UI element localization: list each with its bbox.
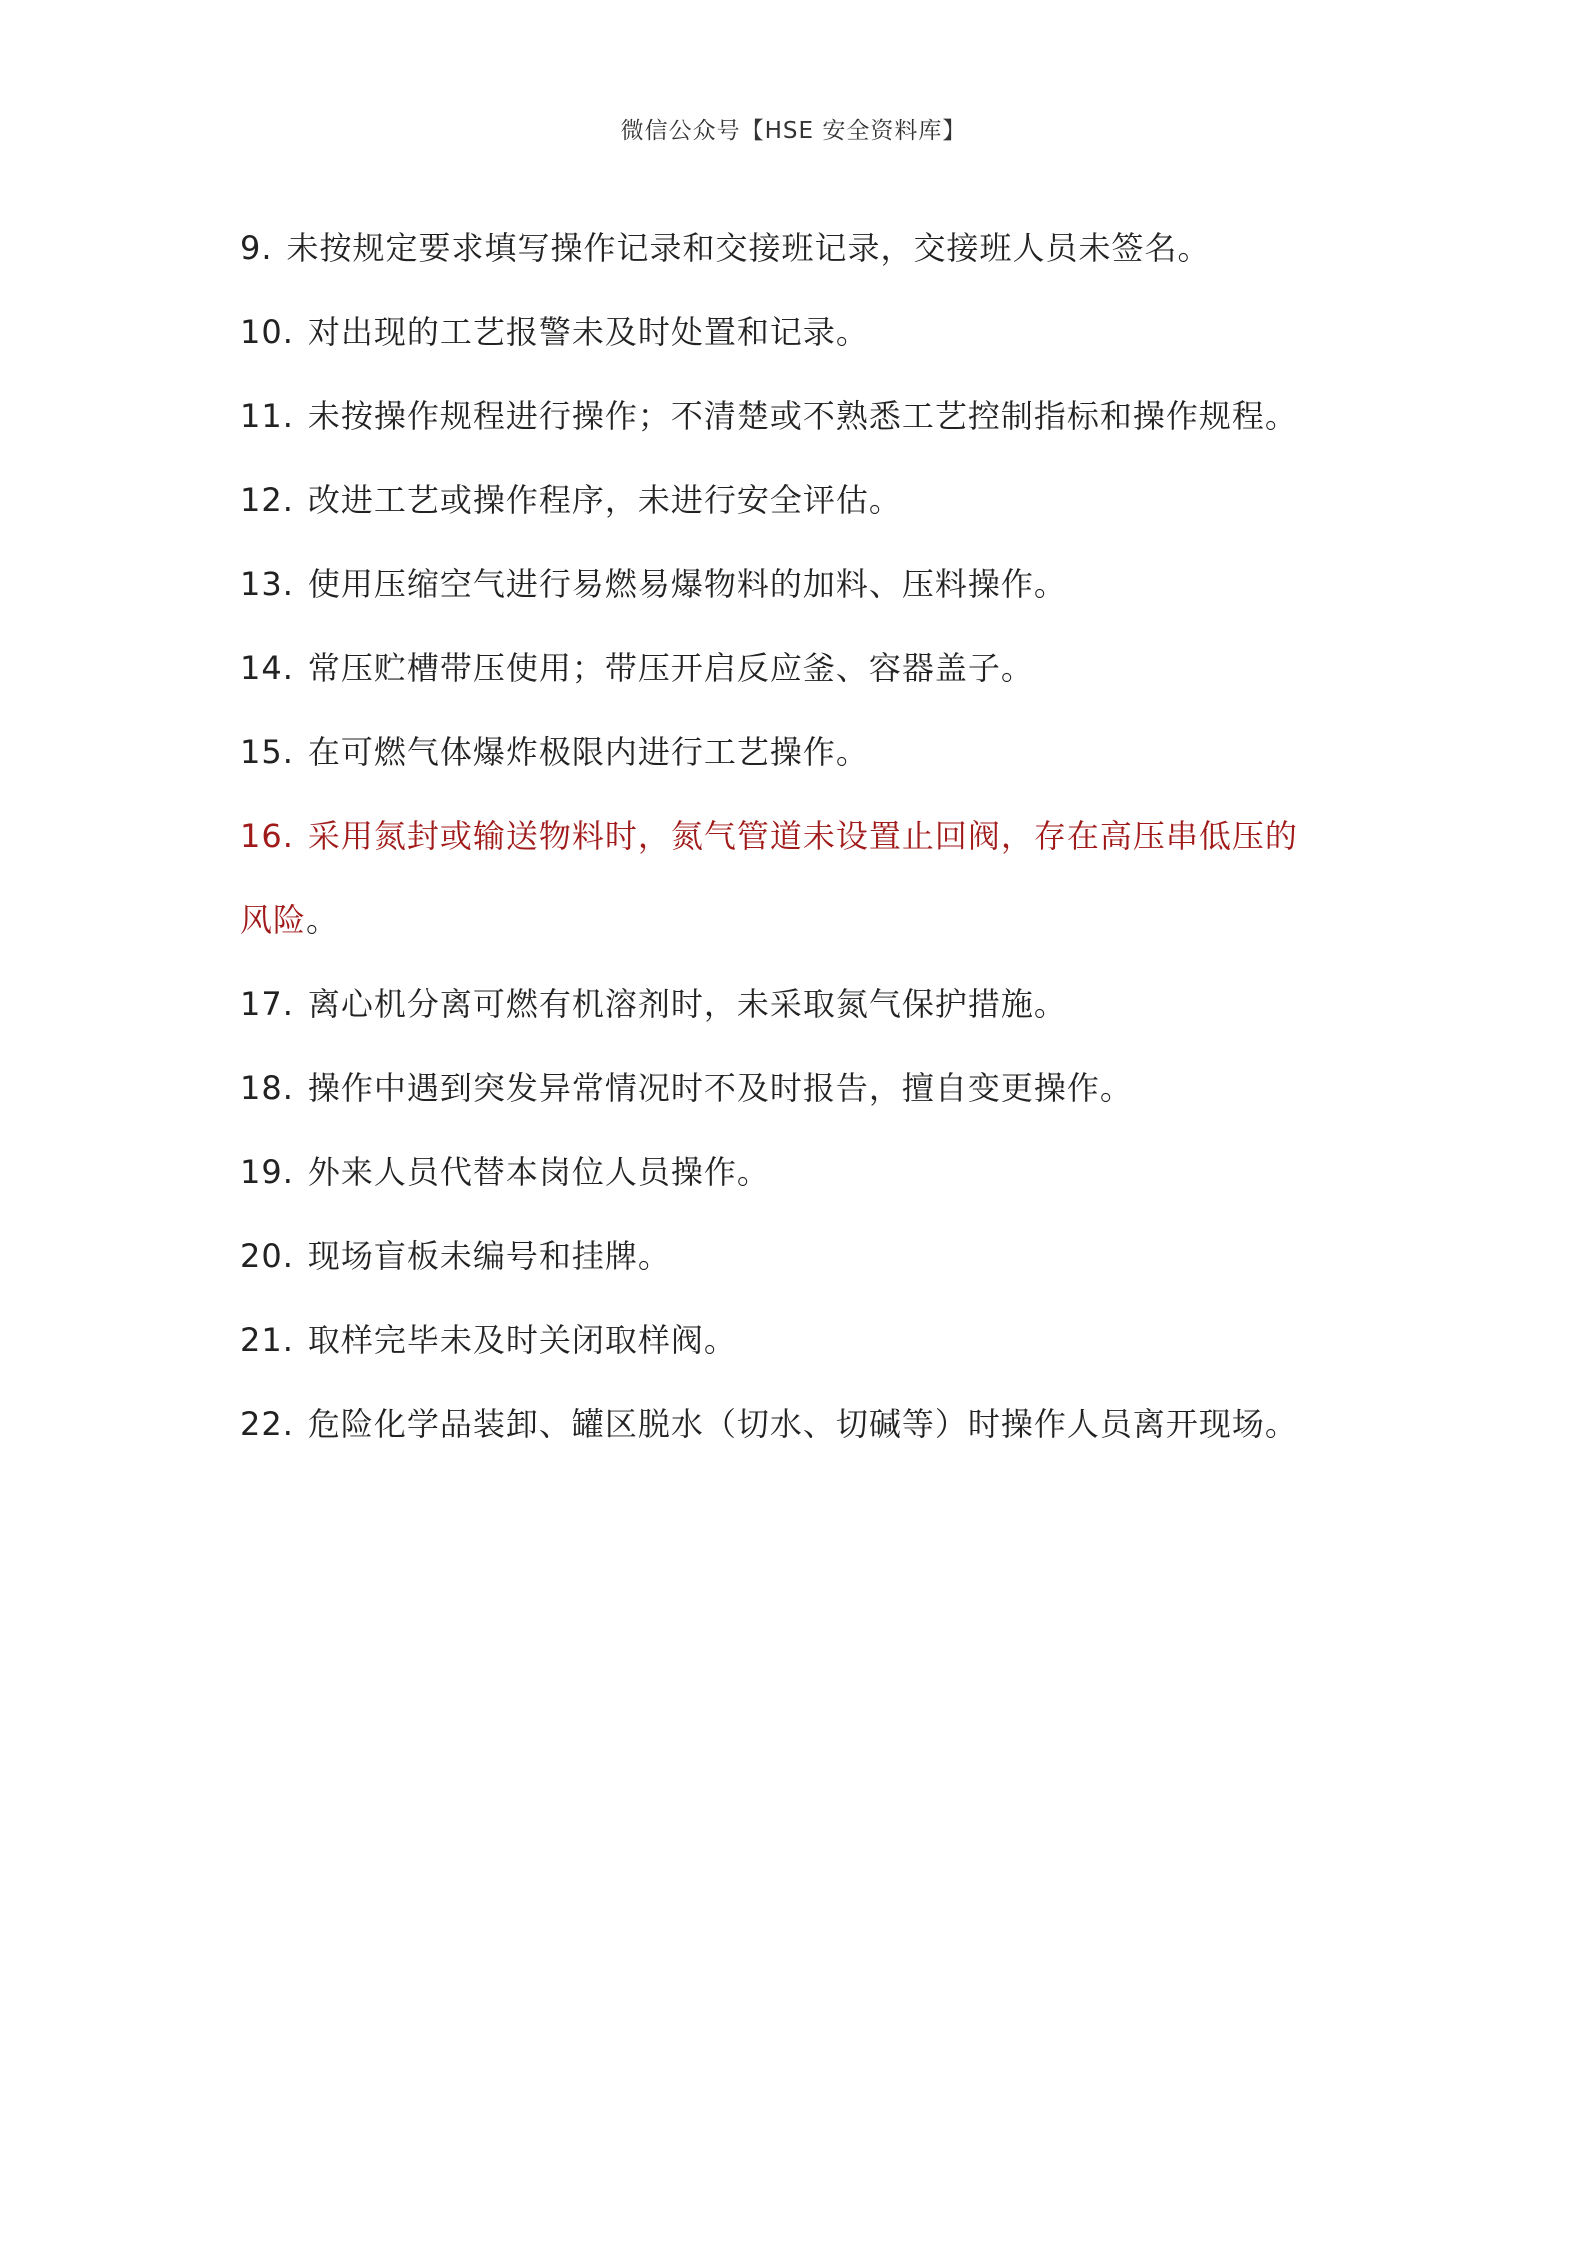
item-number: 13. bbox=[240, 565, 294, 603]
item-text: 外来人员代替本岗位人员操作。 bbox=[307, 1153, 770, 1191]
item-text: 现场盲板未编号和挂牌。 bbox=[307, 1237, 671, 1275]
item-text: 对出现的工艺报警未及时处置和记录。 bbox=[307, 313, 869, 351]
list-item bbox=[240, 1382, 1380, 1466]
list-item bbox=[240, 1214, 1380, 1298]
item-text: 采用氮封或输送物料时，氮气管道未设置止回阀，存在高压串低压的 bbox=[307, 817, 1298, 855]
item-number: 19. bbox=[240, 1153, 294, 1191]
item-text: 操作中遇到突发异常情况时不及时报告，擅自变更操作。 bbox=[307, 1069, 1133, 1107]
item-text: 取样完毕未及时关闭取样阀。 bbox=[307, 1321, 737, 1359]
item-text: 未按规定要求填写操作记录和交接班记录，交接班人员未签名。 bbox=[286, 229, 1211, 267]
list-item bbox=[240, 1046, 1380, 1130]
list-item bbox=[240, 542, 1380, 626]
item-text: 改进工艺或操作程序，未进行安全评估。 bbox=[307, 481, 902, 519]
list-item bbox=[240, 1130, 1380, 1214]
item-text: 危险化学品装卸、罐区脱水（切水、切碱等）时操作人员离开现场。 bbox=[307, 1405, 1298, 1443]
list-item bbox=[240, 962, 1380, 1046]
item-number: 15. bbox=[240, 733, 294, 771]
list-item bbox=[240, 458, 1380, 542]
item-text: 使用压缩空气进行易燃易爆物料的加料、压料操作。 bbox=[307, 565, 1067, 603]
item-text: 在可燃气体爆炸极限内进行工艺操作。 bbox=[307, 733, 869, 771]
item-number: 20. bbox=[240, 1237, 294, 1275]
list-item bbox=[240, 1298, 1380, 1382]
item-number: 12. bbox=[240, 481, 294, 519]
list-item bbox=[240, 710, 1380, 794]
item-list bbox=[240, 206, 1380, 1466]
item-number: 14. bbox=[240, 649, 294, 687]
item-text: 常压贮槽带压使用；带压开启反应釜、容器盖子。 bbox=[307, 649, 1034, 687]
item-number: 10. bbox=[240, 313, 294, 351]
list-item bbox=[240, 206, 1380, 290]
item-number: 11. bbox=[240, 397, 294, 435]
item-number: 22. bbox=[240, 1405, 294, 1443]
item-number: 16. bbox=[240, 817, 294, 855]
list-item bbox=[240, 626, 1380, 710]
list-item bbox=[240, 290, 1380, 374]
item-text-tail: 。 bbox=[306, 901, 340, 939]
item-number: 18. bbox=[240, 1069, 294, 1107]
item-text: 离心机分离可燃有机溶剂时，未采取氮气保护措施。 bbox=[307, 985, 1067, 1023]
item-number: 17. bbox=[240, 985, 294, 1023]
page-header: 微信公众号【HSE 安全资料库】 bbox=[620, 118, 967, 144]
item-text-continued bbox=[240, 878, 1380, 962]
item-text: 未按操作规程进行操作；不清楚或不熟悉工艺控制指标和操作规程。 bbox=[307, 397, 1298, 435]
item-number: 21. bbox=[240, 1321, 294, 1359]
list-item bbox=[240, 374, 1380, 458]
item-text-cont: 风险 bbox=[240, 901, 307, 939]
list-item-highlighted bbox=[240, 794, 1380, 962]
item-number: 9. bbox=[240, 229, 273, 267]
